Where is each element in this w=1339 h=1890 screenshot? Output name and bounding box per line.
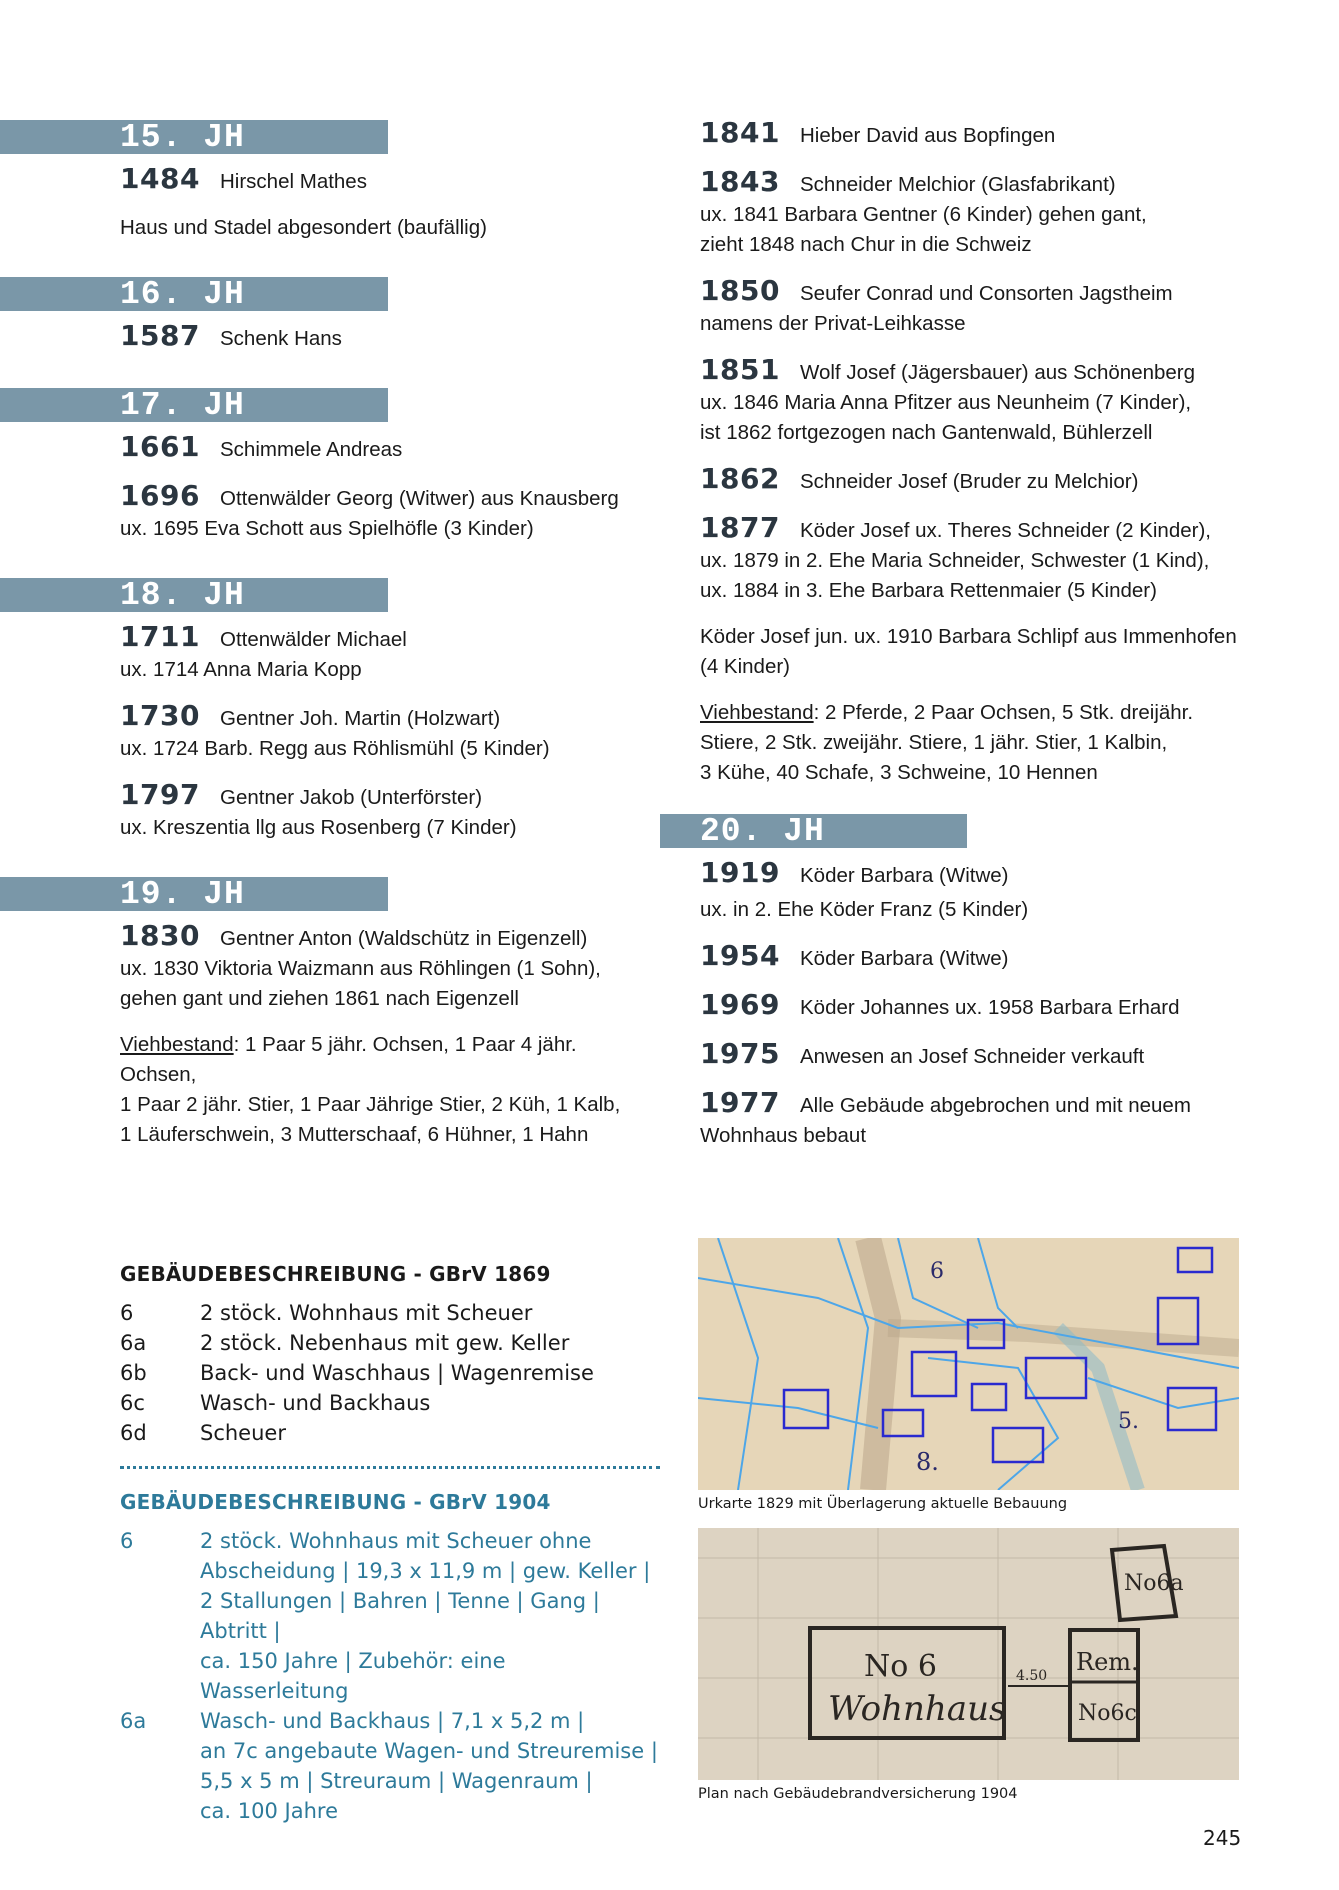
building-desc-line: 2 stöck. Wohnhaus mit Scheuer ohne: [200, 1529, 592, 1553]
century-label: 17. JH: [120, 387, 245, 424]
entry-1969: [700, 990, 1260, 1023]
entry-1587: [120, 321, 650, 354]
entry-1730: [120, 701, 650, 764]
building-desc-line: 2 Stallungen | Bahren | Tenne | Gang | Abtritt |: [200, 1589, 600, 1643]
entry-name: Seufer Conrad und Consorten Jagstheim: [800, 282, 1173, 305]
entry-detail: ist 1862 fortgezogen nach Gantenwald, Bühlerzell: [700, 421, 1153, 444]
entry-name: Köder Johannes ux. 1958 Barbara Erhard: [800, 996, 1180, 1019]
building-row: [120, 1388, 660, 1418]
entry-1919: [700, 858, 1260, 891]
entry-1977: [700, 1088, 1260, 1151]
livestock-label: Viehbestand: [120, 1033, 234, 1056]
livestock-label: Viehbestand: [700, 701, 814, 724]
plan-label: No6c: [1078, 1701, 1137, 1726]
entry-note: ux. in 2. Ehe Köder Franz (5 Kinder): [700, 898, 1029, 921]
entry-year: 1841: [700, 116, 780, 149]
building-desc: Wasch- und Backhaus: [200, 1391, 431, 1415]
entry-year: 1484: [120, 162, 200, 195]
building-row: [120, 1706, 660, 1826]
entry-year: 1797: [120, 778, 200, 811]
livestock-line: 1 Läuferschwein, 3 Mutterschaaf, 6 Hühner, 1 Hahn: [120, 1123, 589, 1146]
entry-year: 1954: [700, 939, 780, 972]
entry-detail: ux. 1724 Barb. Regg aus Röhlismühl (5 Kinder): [120, 737, 550, 760]
entry-name: Gentner Anton (Waldschütz in Eigenzell): [220, 927, 588, 950]
plan-label: No 6: [864, 1649, 937, 1684]
entry-1850: [700, 276, 1260, 339]
entry-detail: ux. 1695 Eva Schott aus Spielhöfle (3 Kinder): [120, 517, 534, 540]
entry-year: 1850: [700, 274, 780, 307]
map-label: 6: [930, 1259, 944, 1284]
building-number: 6: [120, 1529, 134, 1553]
entry-detail: ux. 1846 Maria Anna Pfitzer aus Neunheim (7 Kinder),: [700, 391, 1192, 414]
entry-year: 1969: [700, 988, 780, 1021]
building-plan-1904: [698, 1528, 1239, 1780]
building-title: GEBÄUDEBESCHREIBUNG - GBrV 1904: [120, 1490, 551, 1514]
entry-name: Hieber David aus Bopfingen: [800, 124, 1056, 147]
building-desc: 2 stöck. Wohnhaus mit Scheuer: [200, 1301, 533, 1325]
entry-1877: [700, 513, 1260, 606]
right-column: [660, 118, 1260, 1167]
entry-1843: [700, 167, 1260, 260]
entry-name: Ottenwälder Georg (Witwer) aus Knausberg: [220, 487, 619, 510]
building-desc-line: ca. 150 Jahre | Zubehör: eine Wasserleitung: [200, 1649, 506, 1703]
building-number: 6c: [120, 1391, 145, 1415]
century-bar-17: [0, 388, 388, 422]
century-bar-19: [0, 877, 388, 911]
entry-detail: ux. 1841 Barbara Gentner (6 Kinder) gehen gant,: [700, 203, 1147, 226]
cadastral-map-1829: [698, 1238, 1239, 1490]
entry-name: Hirschel Mathes: [220, 170, 367, 193]
entry-year: 1830: [120, 919, 200, 952]
building-desc-line: an 7c angebaute Wagen- und Streuremise |: [200, 1739, 658, 1763]
dotted-divider: [120, 1466, 660, 1469]
entry-1830: [120, 921, 650, 1014]
building-desc-line: ca. 100 Jahre: [200, 1799, 338, 1823]
entry-1841: [700, 118, 1260, 151]
building-desc: [200, 1526, 660, 1706]
livestock-block: [120, 1030, 650, 1150]
livestock-line: : 2 Pferde, 2 Paar Ochsen, 5 Stk. dreijähr.: [813, 701, 1194, 724]
entry-year: 1975: [700, 1037, 780, 1070]
plan-caption: Plan nach Gebäudebrandversicherung 1904: [698, 1786, 1018, 1802]
century-label: 15. JH: [120, 119, 245, 156]
entry-year: 1977: [700, 1086, 780, 1119]
entry-note: [700, 622, 1260, 682]
plan-label: Rem.: [1076, 1648, 1139, 1676]
livestock-line: 1 Paar 2 jähr. Stier, 1 Paar Jährige Stier, 2 Küh, 1 Kalb,: [120, 1093, 621, 1116]
entry-year: 1587: [120, 319, 200, 352]
livestock-line: Stiere, 2 Stk. zweijähr. Stiere, 1 jähr. Stier, 1 Kalbin,: [700, 731, 1168, 754]
building-description-1904: [120, 1490, 660, 1826]
entry-year: 1711: [120, 620, 200, 653]
entry-year: 1851: [700, 353, 780, 386]
building-row: [120, 1358, 660, 1388]
entry-detail: Wohnhaus bebaut: [700, 1124, 867, 1147]
map-overlay: [698, 1238, 1239, 1490]
building-row: [120, 1298, 660, 1328]
entry-detail: zieht 1848 nach Chur in die Schweiz: [700, 233, 1032, 256]
livestock-line: : 1 Paar 5 jähr. Ochsen, 1 Paar 4 jähr. Ochsen,: [120, 1033, 577, 1086]
century-label: 19. JH: [120, 876, 245, 913]
note-line: Köder Josef jun. ux. 1910 Barbara Schlipf aus Immenhofen: [700, 625, 1237, 648]
entry-year: 1919: [700, 856, 780, 889]
left-column: [0, 120, 650, 1166]
entry-name: Gentner Jakob (Unterförster): [220, 786, 483, 809]
building-title: GEBÄUDEBESCHREIBUNG - GBrV 1869: [120, 1262, 551, 1286]
entry-name: Schneider Melchior (Glasfabrikant): [800, 173, 1116, 196]
entry-name: Wolf Josef (Jägersbauer) aus Schönenberg: [800, 361, 1196, 384]
entry-1797: [120, 780, 650, 843]
building-number: 6d: [120, 1421, 147, 1445]
entry-name: Schneider Josef (Bruder zu Melchior): [800, 470, 1139, 493]
entry-detail: ux. 1830 Viktoria Waizmann aus Röhlingen (1 Sohn),: [120, 957, 601, 980]
building-number: 6a: [120, 1331, 147, 1355]
century-label: 20. JH: [700, 813, 825, 850]
entry-name: Ottenwälder Michael: [220, 628, 407, 651]
entry-year: 1877: [700, 511, 780, 544]
entry-note: Haus und Stadel abgesondert (baufällig): [120, 216, 487, 239]
building-desc-line: Abscheidung | 19,3 x 11,9 m | gew. Keller |: [200, 1559, 651, 1583]
entry-1954: [700, 941, 1260, 974]
livestock-line: 3 Kühe, 40 Schafe, 3 Schweine, 10 Hennen: [700, 761, 1098, 784]
plan-label: Wohnhaus: [828, 1689, 1007, 1729]
entry-name: Alle Gebäude abgebrochen und mit neuem: [800, 1094, 1191, 1117]
entry-detail: ux. 1714 Anna Maria Kopp: [120, 658, 362, 681]
entry-name: Gentner Joh. Martin (Holzwart): [220, 707, 501, 730]
building-desc-line: Wasch- und Backhaus | 7,1 x 5,2 m |: [200, 1709, 585, 1733]
building-number: 6b: [120, 1361, 147, 1385]
entry-1862: [700, 464, 1260, 497]
building-row: [120, 1526, 660, 1706]
note-line: (4 Kinder): [700, 655, 791, 678]
entry-detail: ux. 1879 in 2. Ehe Maria Schneider, Schwester (1 Kind),: [700, 549, 1210, 572]
livestock-block: [700, 698, 1260, 788]
entry-detail: ux. 1884 in 3. Ehe Barbara Rettenmaier (5 Kinder): [700, 579, 1157, 602]
map-label: 5.: [1118, 1409, 1139, 1434]
building-desc: 2 stöck. Nebenhaus mit gew. Keller: [200, 1331, 570, 1355]
century-bar-16: [0, 277, 388, 311]
entry-year: 1730: [120, 699, 200, 732]
entry-name: Schenk Hans: [220, 327, 342, 350]
entry-detail: gehen gant und ziehen 1861 nach Eigenzell: [120, 987, 519, 1010]
entry-name: Anwesen an Josef Schneider verkauft: [800, 1045, 1145, 1068]
entry-1711: [120, 622, 650, 685]
map-label: 8.: [916, 1448, 939, 1476]
entry-year: 1696: [120, 479, 200, 512]
entry-detail: ux. Kreszentia llg aus Rosenberg (7 Kinder): [120, 816, 517, 839]
century-bar-18: [0, 578, 388, 612]
entry-1975: [700, 1039, 1260, 1072]
building-desc: [200, 1706, 660, 1826]
entry-year: 1843: [700, 165, 780, 198]
entry-name: Köder Barbara (Witwe): [800, 947, 1009, 970]
plan-label: No6a: [1124, 1571, 1184, 1596]
building-number: 6a: [120, 1709, 147, 1733]
building-description-1869: [120, 1262, 660, 1448]
entry-year: 1862: [700, 462, 780, 495]
entry-1851: [700, 355, 1260, 448]
plan-drawing: [698, 1528, 1239, 1780]
building-desc: Back- und Waschhaus | Wagenremise: [200, 1361, 594, 1385]
entry-1661: [120, 432, 650, 465]
plan-dimension: 4.50: [1016, 1668, 1048, 1684]
entry-name: Schimmele Andreas: [220, 438, 403, 461]
building-desc: Scheuer: [200, 1421, 286, 1445]
building-row: [120, 1418, 660, 1448]
entry-detail: namens der Privat-Leihkasse: [700, 312, 966, 335]
building-desc-line: 5,5 x 5 m | Streuraum | Wagenraum |: [200, 1769, 593, 1793]
century-label: 16. JH: [120, 276, 245, 313]
century-bar-15: [0, 120, 388, 154]
entry-year: 1661: [120, 430, 200, 463]
building-number: 6: [120, 1301, 134, 1325]
map-caption: Urkarte 1829 mit Überlagerung aktuelle Bebauung: [698, 1496, 1068, 1512]
entry-1484: [120, 164, 650, 197]
century-bar-20: [660, 814, 967, 848]
building-row: [120, 1328, 660, 1358]
century-label: 18. JH: [120, 577, 245, 614]
entry-name: Köder Barbara (Witwe): [800, 864, 1009, 887]
entry-1696: [120, 481, 650, 544]
entry-name: Köder Josef ux. Theres Schneider (2 Kinder),: [800, 519, 1211, 542]
page-number: 245: [1203, 1826, 1242, 1850]
